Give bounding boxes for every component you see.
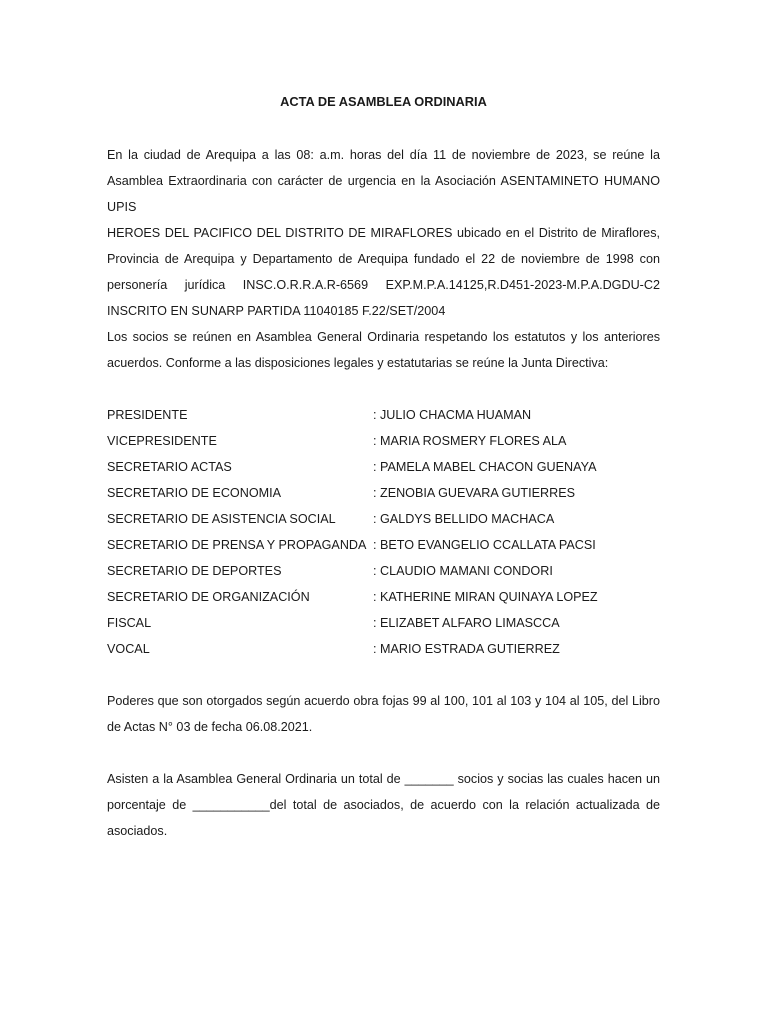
intro-line: acuerdos. Conforme a las disposiciones legales y estatutarias se reúne la Junta Directiva:	[107, 356, 609, 370]
officer-role: VOCAL	[107, 642, 150, 656]
personeria-word: personería	[107, 278, 168, 292]
intro-paragraph	[107, 142, 660, 376]
powers-paragraph	[107, 688, 660, 740]
attendance-line: asociados.	[107, 824, 168, 838]
officer-name: : CLAUDIO MAMANI CONDORI	[373, 564, 553, 578]
intro-line: INSCRITO EN SUNARP PARTIDA 11040185 F.22/SET/2004	[107, 304, 446, 318]
officer-row	[107, 584, 660, 610]
officer-name: : ELIZABET ALFARO LIMASCCA	[373, 616, 560, 630]
officer-row	[107, 636, 660, 662]
officer-row	[107, 402, 660, 428]
officer-role: VICEPRESIDENTE	[107, 434, 217, 448]
juridica-word: jurídica	[184, 278, 226, 292]
officer-row	[107, 454, 660, 480]
officer-name: : JULIO CHACMA HUAMAN	[373, 408, 532, 422]
document-title: ACTA DE ASAMBLEA ORDINARIA	[280, 94, 487, 109]
insc-code: INSC.O.R.R.A.R-6569	[242, 278, 369, 292]
officer-row	[107, 506, 660, 532]
officer-name: : ZENOBIA GUEVARA GUTIERRES	[373, 486, 576, 500]
officer-role: SECRETARIO DE ORGANIZACIÓN	[107, 590, 310, 604]
intro-line: Provincia de Arequipa y Departamento de Arequipa fundado el 22 de noviembre de 1998 con	[107, 252, 660, 266]
officer-role: SECRETARIO ACTAS	[107, 460, 232, 474]
intro-line: Asamblea Extraordinaria con carácter de urgencia en la Asociación ASENTAMINETO HUMANO UPIS	[107, 174, 660, 214]
officer-role: SECRETARIO DE ECONOMIA	[107, 486, 281, 500]
officer-name: : KATHERINE MIRAN QUINAYA LOPEZ	[373, 590, 598, 604]
spacer	[107, 376, 660, 402]
spacer	[107, 740, 660, 766]
attendance-line: porcentaje de ___________del total de asociados, de acuerdo con la relación actualizada de	[107, 798, 660, 812]
officer-name: : PAMELA MABEL CHACON GUENAYA	[373, 460, 597, 474]
officers-list	[107, 402, 660, 662]
officer-role: PRESIDENTE	[107, 408, 188, 422]
officer-row	[107, 558, 660, 584]
officer-row	[107, 610, 660, 636]
officer-role: SECRETARIO DE ASISTENCIA SOCIAL	[107, 512, 336, 526]
officer-name: : MARIA ROSMERY FLORES ALA	[373, 434, 567, 448]
officer-name: : MARIO ESTRADA GUTIERREZ	[373, 642, 560, 656]
officer-row	[107, 480, 660, 506]
officer-role: SECRETARIO DE PRENSA Y PROPAGANDA	[107, 538, 367, 552]
officer-row	[107, 532, 660, 558]
intro-line-registration	[107, 272, 660, 298]
attendance-line: Asisten a la Asamblea General Ordinaria un total de _______ socios y socias las cuales hacen un	[107, 772, 660, 786]
document-body	[107, 90, 660, 844]
officer-row	[107, 428, 660, 454]
intro-line: Los socios se reúnen en Asamblea General Ordinaria respetando los estatutos y los anteriores	[107, 330, 660, 344]
intro-line: En la ciudad de Arequipa a las 08: a.m. horas del día 11 de noviembre de 2023, se reúne la	[107, 148, 660, 162]
exp-code: EXP.M.P.A.14125,R.D451-2023-M.P.A.DGDU-C2	[385, 278, 660, 292]
spacer	[107, 662, 660, 688]
powers-line: Poderes que son otorgados según acuerdo obra fojas 99 al 100, 101 al 103 y 104 al 105, del Libro	[107, 694, 660, 708]
attendance-paragraph	[107, 766, 660, 844]
officer-role: SECRETARIO DE DEPORTES	[107, 564, 282, 578]
officer-role: FISCAL	[107, 616, 152, 630]
officer-name: : BETO EVANGELIO CCALLATA PACSI	[373, 538, 596, 552]
intro-line: HEROES DEL PACIFICO DEL DISTRITO DE MIRAFLORES ubicado en el Distrito de Miraflores,	[107, 226, 660, 240]
powers-line: de Actas N° 03 de fecha 06.08.2021.	[107, 720, 313, 734]
officer-name: : GALDYS BELLIDO MACHACA	[373, 512, 555, 526]
